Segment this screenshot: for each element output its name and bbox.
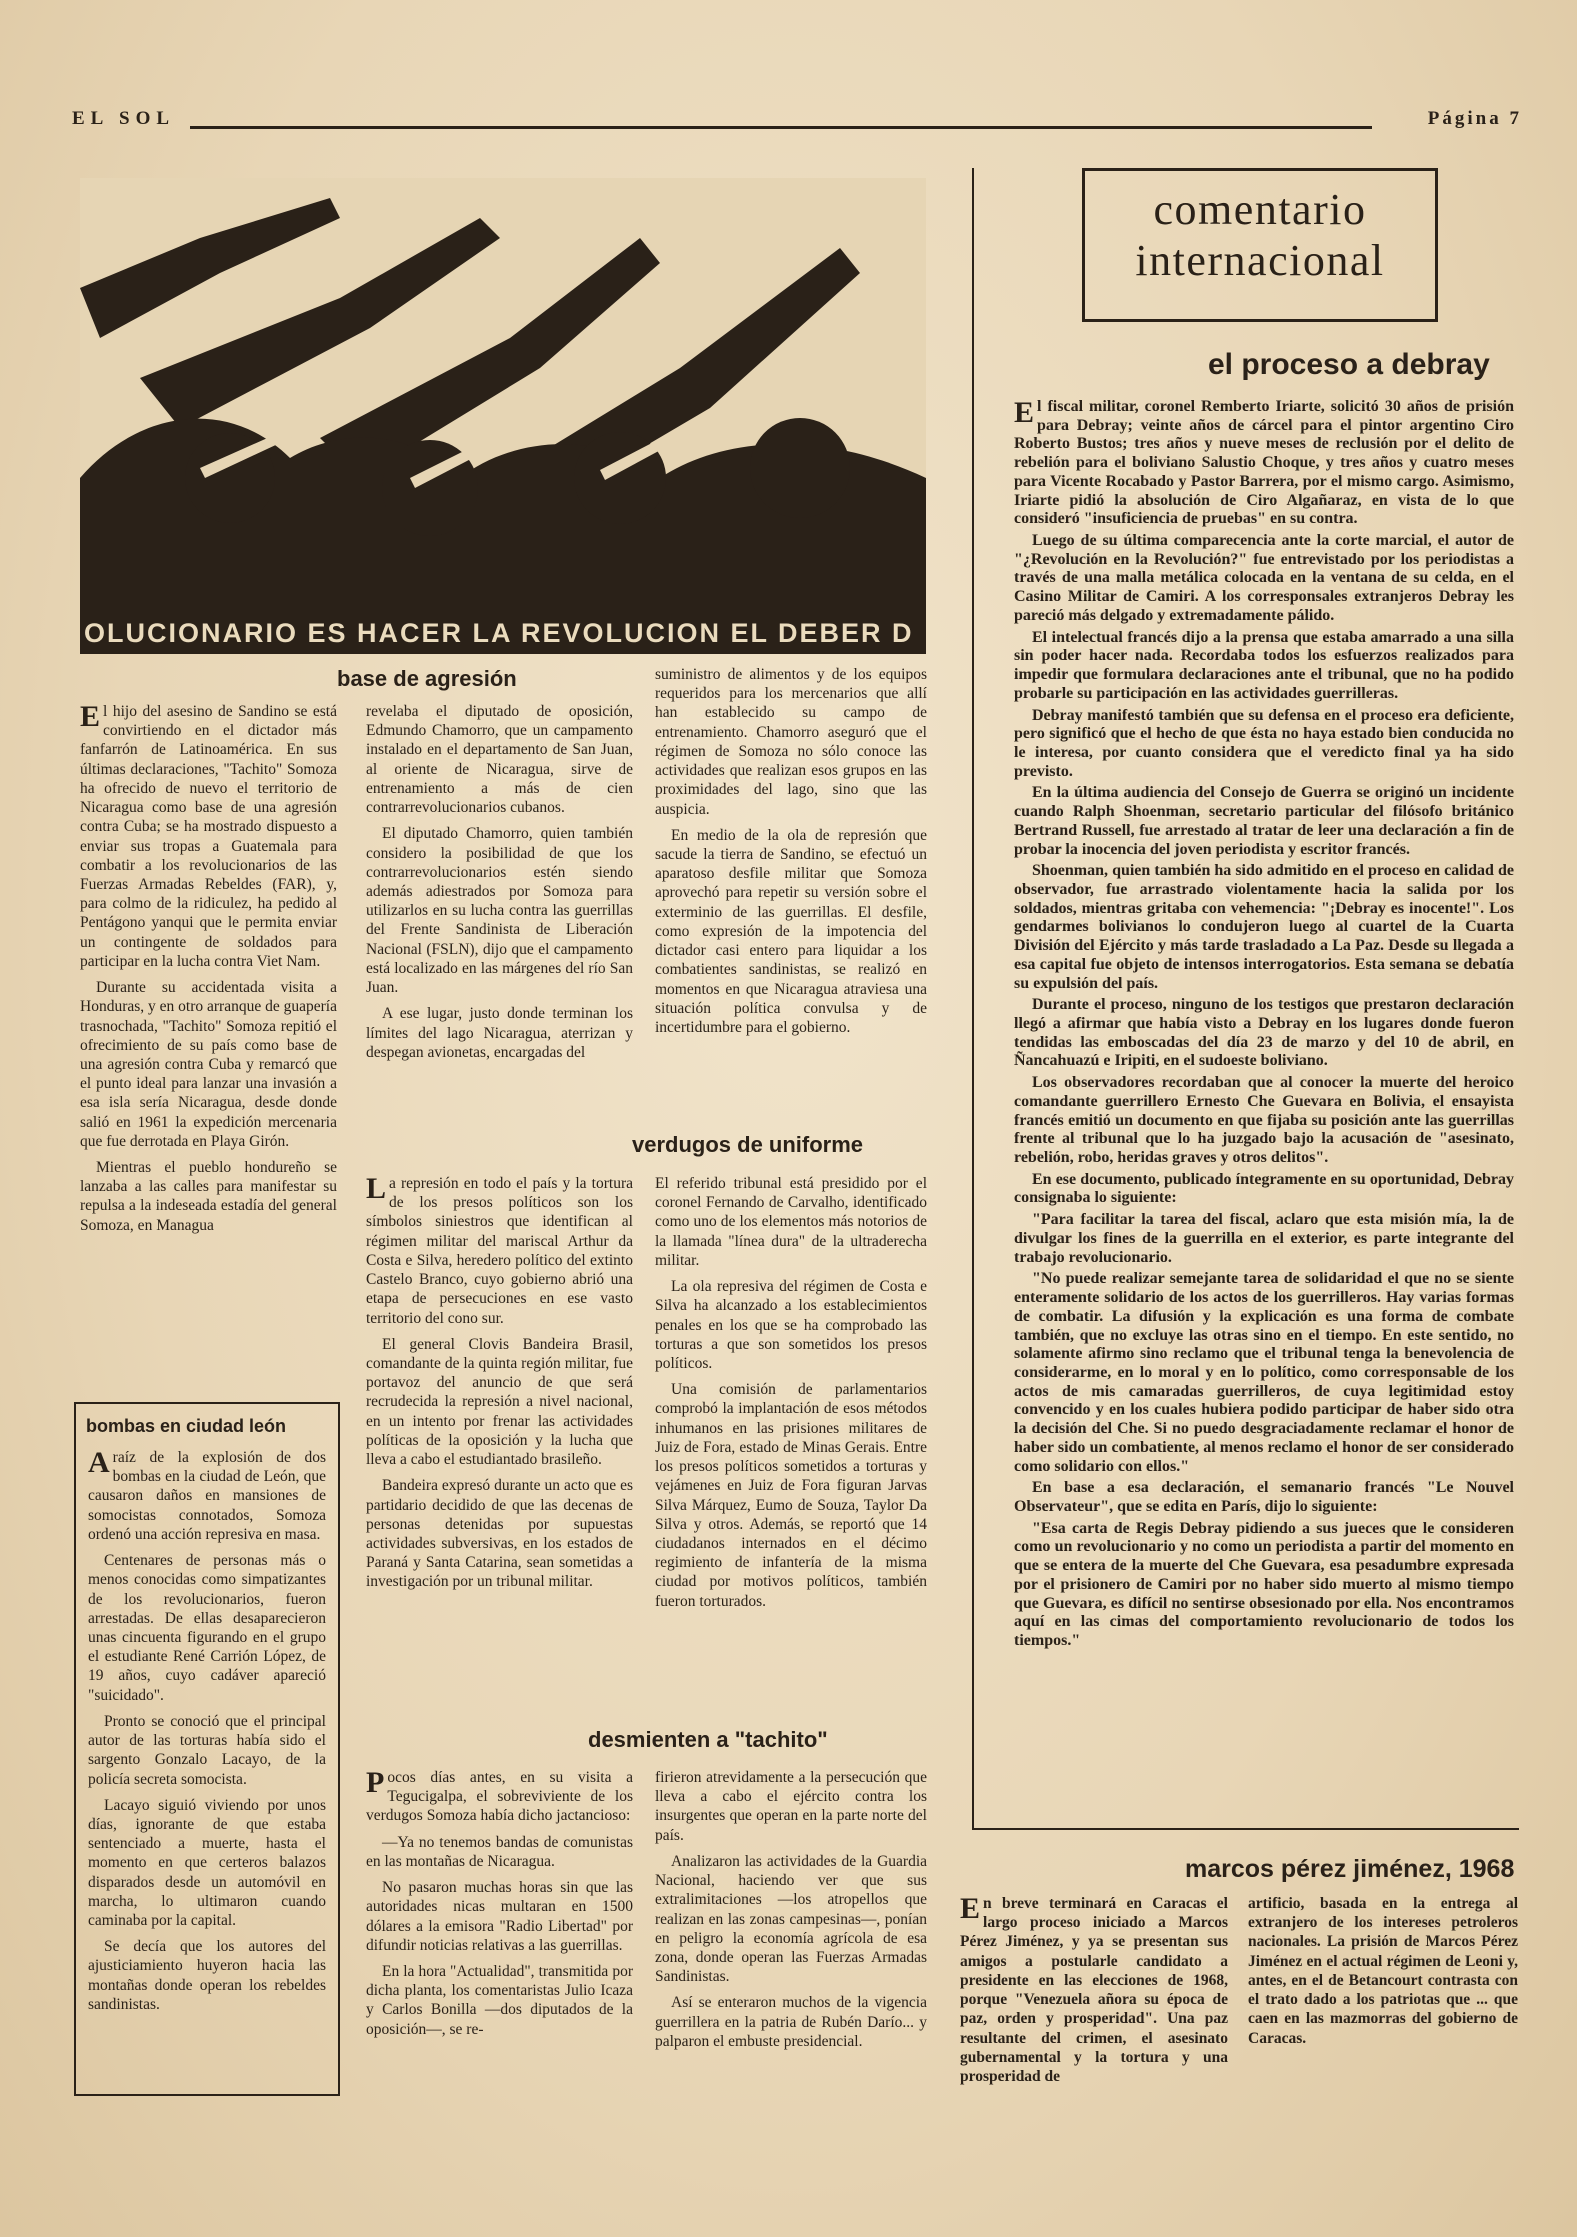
paragraph: suministro de alimentos y de los equipos requeridos para los mercenarios que allí han establecido su campo de entrenamiento. Chamorro aseguró que el régimen de Somoza no sólo conoce las actividades que realizan esos grupos en las proximidades del lago, sino que las auspicia.: [655, 666, 927, 818]
paragraph: —Ya no tenemos bandas de comunistas en las montañas de Nicaragua.: [366, 1833, 633, 1870]
paragraph: Una comisión de parlamentarios comprobó la implantación de esos métodos inhumanos en las prisiones militares de Juiz de Fora, estado de Minas Gerais. Entre los presos políticos sometidos a torturas y vejámenes en Juiz de Fora figuran Jarvas Silva Márquez, Eumo de Souza, Taylor Da Silva y otros. Además, se reportó que 14 ciudadanos internados en el décimo regimiento de infantería de la misma ciudad por motivos políticos, también fueron torturados.: [655, 1381, 927, 1610]
paragraph: La ola represiva del régimen de Costa e Silva ha alcanzado a los establecimientos penales en los que se ha comprobado las torturas a que son sometidos los presos políticos.: [655, 1278, 927, 1372]
paragraph: Analizaron las actividades de la Guardia Nacional, haciendo ver que sus extralimitaciones —los atropellos que realizan en las zonas campesinas—, ponían en peligro la economía agrícola de esa zona, donde operan las Fuerzas Armadas Sandinistas.: [655, 1852, 927, 1986]
comentario-title-box: [1082, 168, 1438, 322]
paragraph: Así se enteraron muchos de la vigencia guerrillera en la patria de Rubén Darío... y palparon el embuste presidencial.: [655, 1994, 927, 2050]
paragraph: Durante el proceso, ninguno de los testigos que prestaron declaración llegó a afirmar que había visto a Debray en los lugares donde fueron tendidas las emboscadas del día 23 de marzo y del 10 de abril, en Ñancahuazú e Iripiti, en el sudoeste boliviano.: [1014, 996, 1514, 1070]
paragraph: El referido tribunal está presidido por el coronel Fernando de Carvalho, identificado como uno de los elementos más notorios de la llamada "línea dura" de la ultraderecha militar.: [655, 1175, 927, 1269]
article-marcos-col2: [1248, 1894, 1518, 2055]
paragraph: "Esa carta de Regis Debray pidiendo a sus jueces que le consideren como un revolucionario y no como un periodista a partir del momento en que se entera de la muerte del Che Guevara, esa pesadumbre expresada por el prisionero de Camiri por no haber sido muerto al mismo tiempo que Guevara, es difícil no sentirse obsesionado por ella. Nos encontramos aquí en las cimas del comportamiento revolucionario de todos los tiempos.": [1014, 1519, 1514, 1649]
article-base-col2: [366, 702, 633, 1069]
paragraph: Araíz de la explosión de dos bombas en la ciudad de León, que causaron daños en mansiones de somocistas connotados, Somoza ordenó una acción represiva en masa.: [88, 1446, 326, 1543]
paragraph: Se decía que los autores del ajusticiamiento huyeron hacia las montañas donde operan los rebeldes sandinistas.: [88, 1938, 326, 2013]
illustration-slogan: OLUCIONARIO ES HACER LA REVOLUCION EL DEBER D: [80, 612, 926, 654]
paragraph: Centenares de personas más o menos conocidas como simpatizantes de los revolucionarios, fueron arrestadas. De ellas desaparecieron unas cincuenta figurando en el grupo el estudiante René Carrión López, de 19 años, cuyo cadáver apareció "suicidado".: [88, 1552, 326, 1704]
paragraph: A ese lugar, justo donde terminan los límites del lago Nicaragua, aterrizan y despegan avionetas, encargadas del: [366, 1005, 633, 1061]
paragraph: El fiscal militar, coronel Remberto Iriarte, solicitó 30 años de prisión para Debray; veinte años de cárcel para el pintor argentino Ciro Roberto Bustos; tres años y nueve meses de reclusión por el delito de rebelión para el boliviano Salustio Choque, y tres años y cuatro meses para Vicente Rocabado y Pastor Barrera, por el mismo cargo. Asimismo, Iriarte pidió la absolución de Ciro Algañaraz, en vista de lo que consideró "insuficiencia de pruebas" en su contra.: [1014, 396, 1514, 528]
article-desmienten-col2: [655, 1768, 927, 2058]
masthead: [72, 108, 1522, 138]
paragraph: Durante su accidentada visita a Honduras, y en otro arranque de guapería trasnochada, "Tachito" Somoza repitió el ofrecimiento de su país como base de una agresión contra Cuba y remarcó que el punto ideal para lanzar una invasión a esa isla sería Nicaragua, desde donde salió en 1961 la expedición mercenaria que fue derrotada en Playa Girón.: [80, 979, 337, 1150]
newspaper-name: EL SOL: [72, 108, 176, 129]
paragraph: En breve terminará en Caracas el largo proceso iniciado a Marcos Pérez Jiménez, y ya se presentan sus amigos a postularle candidato a presidente en las elecciones de 1968, porque "Venezuela añora su época de paz, orden y prosperidad". Una paz resultante del crimen, el asesinato gubernamental y la tortura y una prosperidad de: [960, 1892, 1228, 2085]
headline-bombas: bombas en ciudad león: [86, 1416, 287, 1436]
comentario-title-line2: internacional: [1135, 235, 1385, 285]
paragraph: "No puede realizar semejante tarea de solidaridad el que no se siente enteramente solidario de los actos de los guerrilleros. Hay varias formas de combatir. La difusión y la explicación es una forma de combate también, que no excluye las otras sino en el tiempo. En este sentido, no solamente afirmo sino reclamo que el tribunal tenga la benevolencia de considerarme, en lo moral y en lo político, como corresponsable de los actos de mis camaradas guerrilleros, de cuya legitimidad estoy convencido y en los cuales hubiera podido participar de haber sido otra la decisión del Che. Si no puedo desgraciadamente reclamar el honor de haber sido un combatiente, al menos reclamo el honor de ser considerado como solidario con ellos.": [1014, 1270, 1514, 1475]
paragraph: En ese documento, publicado íntegramente en su oportunidad, Debray consignaba lo siguiente:: [1014, 1170, 1514, 1207]
paragraph: Luego de su última comparecencia ante la corte marcial, el autor de "¿Revolución en la Revolución?" fue entrevistado por los periodistas a través de una malla metálica colocada en la ventana de su celda, en el Casino Militar de Camiri. A los corresponsales extranjeros Debray les pareció más delgado y extremadamente pálido.: [1014, 532, 1514, 624]
paragraph: En base a esa declaración, el semanario francés "Le Nouvel Observateur", que se edita en París, dijo lo siguiente:: [1014, 1479, 1514, 1515]
article-bombas: [88, 1448, 326, 2021]
paragraph: La represión en todo el país y la tortura de los presos políticos son los símbolos siniestros que identifican al régimen militar del mariscal Arthur da Costa e Silva, heredero político del extinto Castelo Branco, cuyo gobierno abrió una etapa de persecuciones en ese vasto territorio del cono sur.: [366, 1172, 633, 1327]
paragraph: Mientras el pueblo hondureño se lanzaba a las calles para manifestar su repulsa a la indeseada estadía del general Somoza, en Managua: [80, 1159, 337, 1234]
paragraph: artificio, basada en la entrega al extranjero de los intereses petroleros nacionales. La prisión de Marcos Pérez Jiménez en el actual régimen de Leoni y, antes, en el de Betancourt contrasta con el trato dado a los patriotas que ... que caen en las mazmorras del gobierno de Caracas.: [1248, 1895, 1518, 2047]
article-base-col1: [80, 702, 337, 1242]
article-proceso-debray: [1014, 398, 1514, 1654]
page-number: Página 7: [1427, 108, 1522, 129]
paragraph: Lacayo siguió viviendo por unos días, ignorante de que estaba sentenciado a muerte, hasta el momento en que certeros balazos disparados desde un automóvil en marcha, lo ultimaron cuando caminaba por la capital.: [88, 1796, 326, 1930]
paragraph: "Para facilitar la tarea del fiscal, aclaro que esta misión mía, la de divulgar los fines de la guerrilla en el exterior, es parte integrante del trabajo revolucionario.: [1014, 1211, 1514, 1266]
guerrilla-illustration: [80, 178, 926, 654]
paragraph: Pronto se conoció que el principal autor de las torturas había sido el sargento Gonzalo Lacayo, de la policía secreta somocista.: [88, 1712, 326, 1788]
paragraph: El general Clovis Bandeira Brasil, comandante de la quinta región militar, fue portavoz del anuncio de que será recrudecida la represión a nivel nacional, en un intento por frenar las actividades políticas de la oposición y la lucha que lleva a cabo el estudiantado brasileño.: [366, 1335, 633, 1469]
article-marcos-col1: [960, 1894, 1228, 2093]
comentario-title-line1: comentario: [1153, 185, 1367, 234]
paragraph: En la hora "Actualidad", transmitida por dicha planta, los comentaristas Julio Icaza y Carlos Bonilla —dos diputados de la oposición—, se re-: [366, 1962, 633, 2038]
paragraph: El diputado Chamorro, quien también considero la posibilidad de que los contrarrevolucionarios estén siendo además adiestrados por Somoza para utilizarlos en su lucha contra las guerrillas del Frente Sandinista de Liberación Nacional (FSLN), dijo que el campamento está localizado en las márgenes del río San Juan.: [366, 825, 633, 997]
paragraph: firieron atrevidamente a la persecución que lleva a cabo el ejército contra los insurgentes que operan en la parte norte del país.: [655, 1769, 927, 1844]
paragraph: Shoenman, quien también ha sido admitido en el proceso en calidad de observador, fue arrastrado violentamente hacia la salida por los soldados, mientras gritaba con vehemencia: "¡Debray es inocente!". Los gendarmes bolivianos lo condujeron luego al cuartel de la Cuarta División del Ejército y más tarde trasladado a La Paz. Desde su llegada a esa capital fue objeto de intensos interrogatorios. Esta semana se debatía su expulsión del país.: [1014, 862, 1514, 992]
paragraph: Pocos días antes, en su visita a Tegucigalpa, el sobreviviente de los verdugos Somoza había dicho jactancioso:: [366, 1766, 633, 1825]
masthead-rule: [190, 126, 1372, 129]
headline-desmienten: desmienten a "tachito": [588, 1727, 828, 1752]
paragraph: Los observadores recordaban que al conocer la muerte del heroico comandante guerrillero Ernesto Che Guevara en Bolivia, el ensayista francés emitió un documento en que fijaba su posición ante las guerrillas frente al tribunal que lo ha juzgado bajo la acusación de "asesinato, rebelión, robo, heridas graves y otros delitos".: [1014, 1074, 1514, 1167]
paragraph: El intelectual francés dijo a la prensa que estaba amarrado a una silla sin poder hacer nada. Recordaba todos los esfuerzos realizados para impedir que formulara declaraciones ante el tribunal, que no ha podido probarle su participación en las actividades guerrilleras.: [1014, 628, 1514, 702]
headline-marcos-perez: marcos pérez jiménez, 1968: [1185, 1855, 1515, 1883]
paragraph: El hijo del asesino de Sandino se está convirtiendo en el dictador más fanfarrón de Latinoamérica. En sus últimas declaraciones, "Tachito" Somoza ha ofrecido de nuevo el territorio de Nicaragua como base de una agresión contra Cuba; se ha mostrado dispuesto a enviar sus tropas a Guatemala para combatir a los revolucionarios de las Fuerzas Armadas Rebeldes (FAR), y, para colmo de la ridiculez, ha pedido al Pentágono yanqui que le permita enviar un contingente de soldados para participar en la lucha contra Viet Nam.: [80, 700, 337, 970]
paragraph: No pasaron muchas horas sin que las autoridades nicas multaran en 1500 dólares a la emisora "Radio Libertad" por difundir noticias relativas a las guerrillas.: [366, 1879, 633, 1954]
article-verdugos-col1: [366, 1174, 633, 1599]
article-base-col3: [655, 665, 927, 1044]
paragraph: En medio de la ola de represión que sacude la tierra de Sandino, se efectuó un aparatoso desfile militar que Somoza aprovechó para repetir su versión sobre el exterminio de las guerrillas. El desfile, como expresión de la impotencia del dictador casi entero para liquidar a los combatientes sandinistas, se realizó en momentos en que Nicaragua atraviesa una situación política convulsa y de incertidumbre para el gobierno.: [655, 826, 927, 1036]
headline-verdugos: verdugos de uniforme: [632, 1132, 864, 1157]
paragraph: En la última audiencia del Consejo de Guerra se originó un incidente cuando Ralph Shoenman, secretario particular del filósofo británico Bertrand Russell, fue arrestado al tratar de leer una declaración a fin de probar la inocencia del joven periodista y escritor francés.: [1014, 784, 1514, 858]
article-desmienten-col1: [366, 1768, 633, 2046]
paragraph: revelaba el diputado de oposición, Edmundo Chamorro, que un campamento instalado en el departamento de San Juan, al oriente de Nicaragua, sirve de entrenamiento a más de cien contrarrevolucionarios cubanos.: [366, 703, 633, 817]
paragraph: Bandeira expresó durante un acto que es partidario decidido de que las decenas de personas detenidas por supuestas actividades subversivas, en los estados de Paraná y Santa Catarina, sean sometidas a investigación por un tribunal militar.: [366, 1477, 633, 1591]
headline-proceso-debray: el proceso a debray: [1208, 348, 1490, 381]
headline-base-agresion: base de agresión: [337, 666, 517, 691]
illustration-artwork: [80, 178, 926, 654]
article-verdugos-col2: [655, 1174, 927, 1618]
paragraph: Debray manifestó también que su defensa en el proceso era deficiente, pero significó que el hecho de que ésta no haya estado bien conducida no le interesa, por cuanto considera que el veredicto final ya ha sido previsto.: [1014, 706, 1514, 780]
